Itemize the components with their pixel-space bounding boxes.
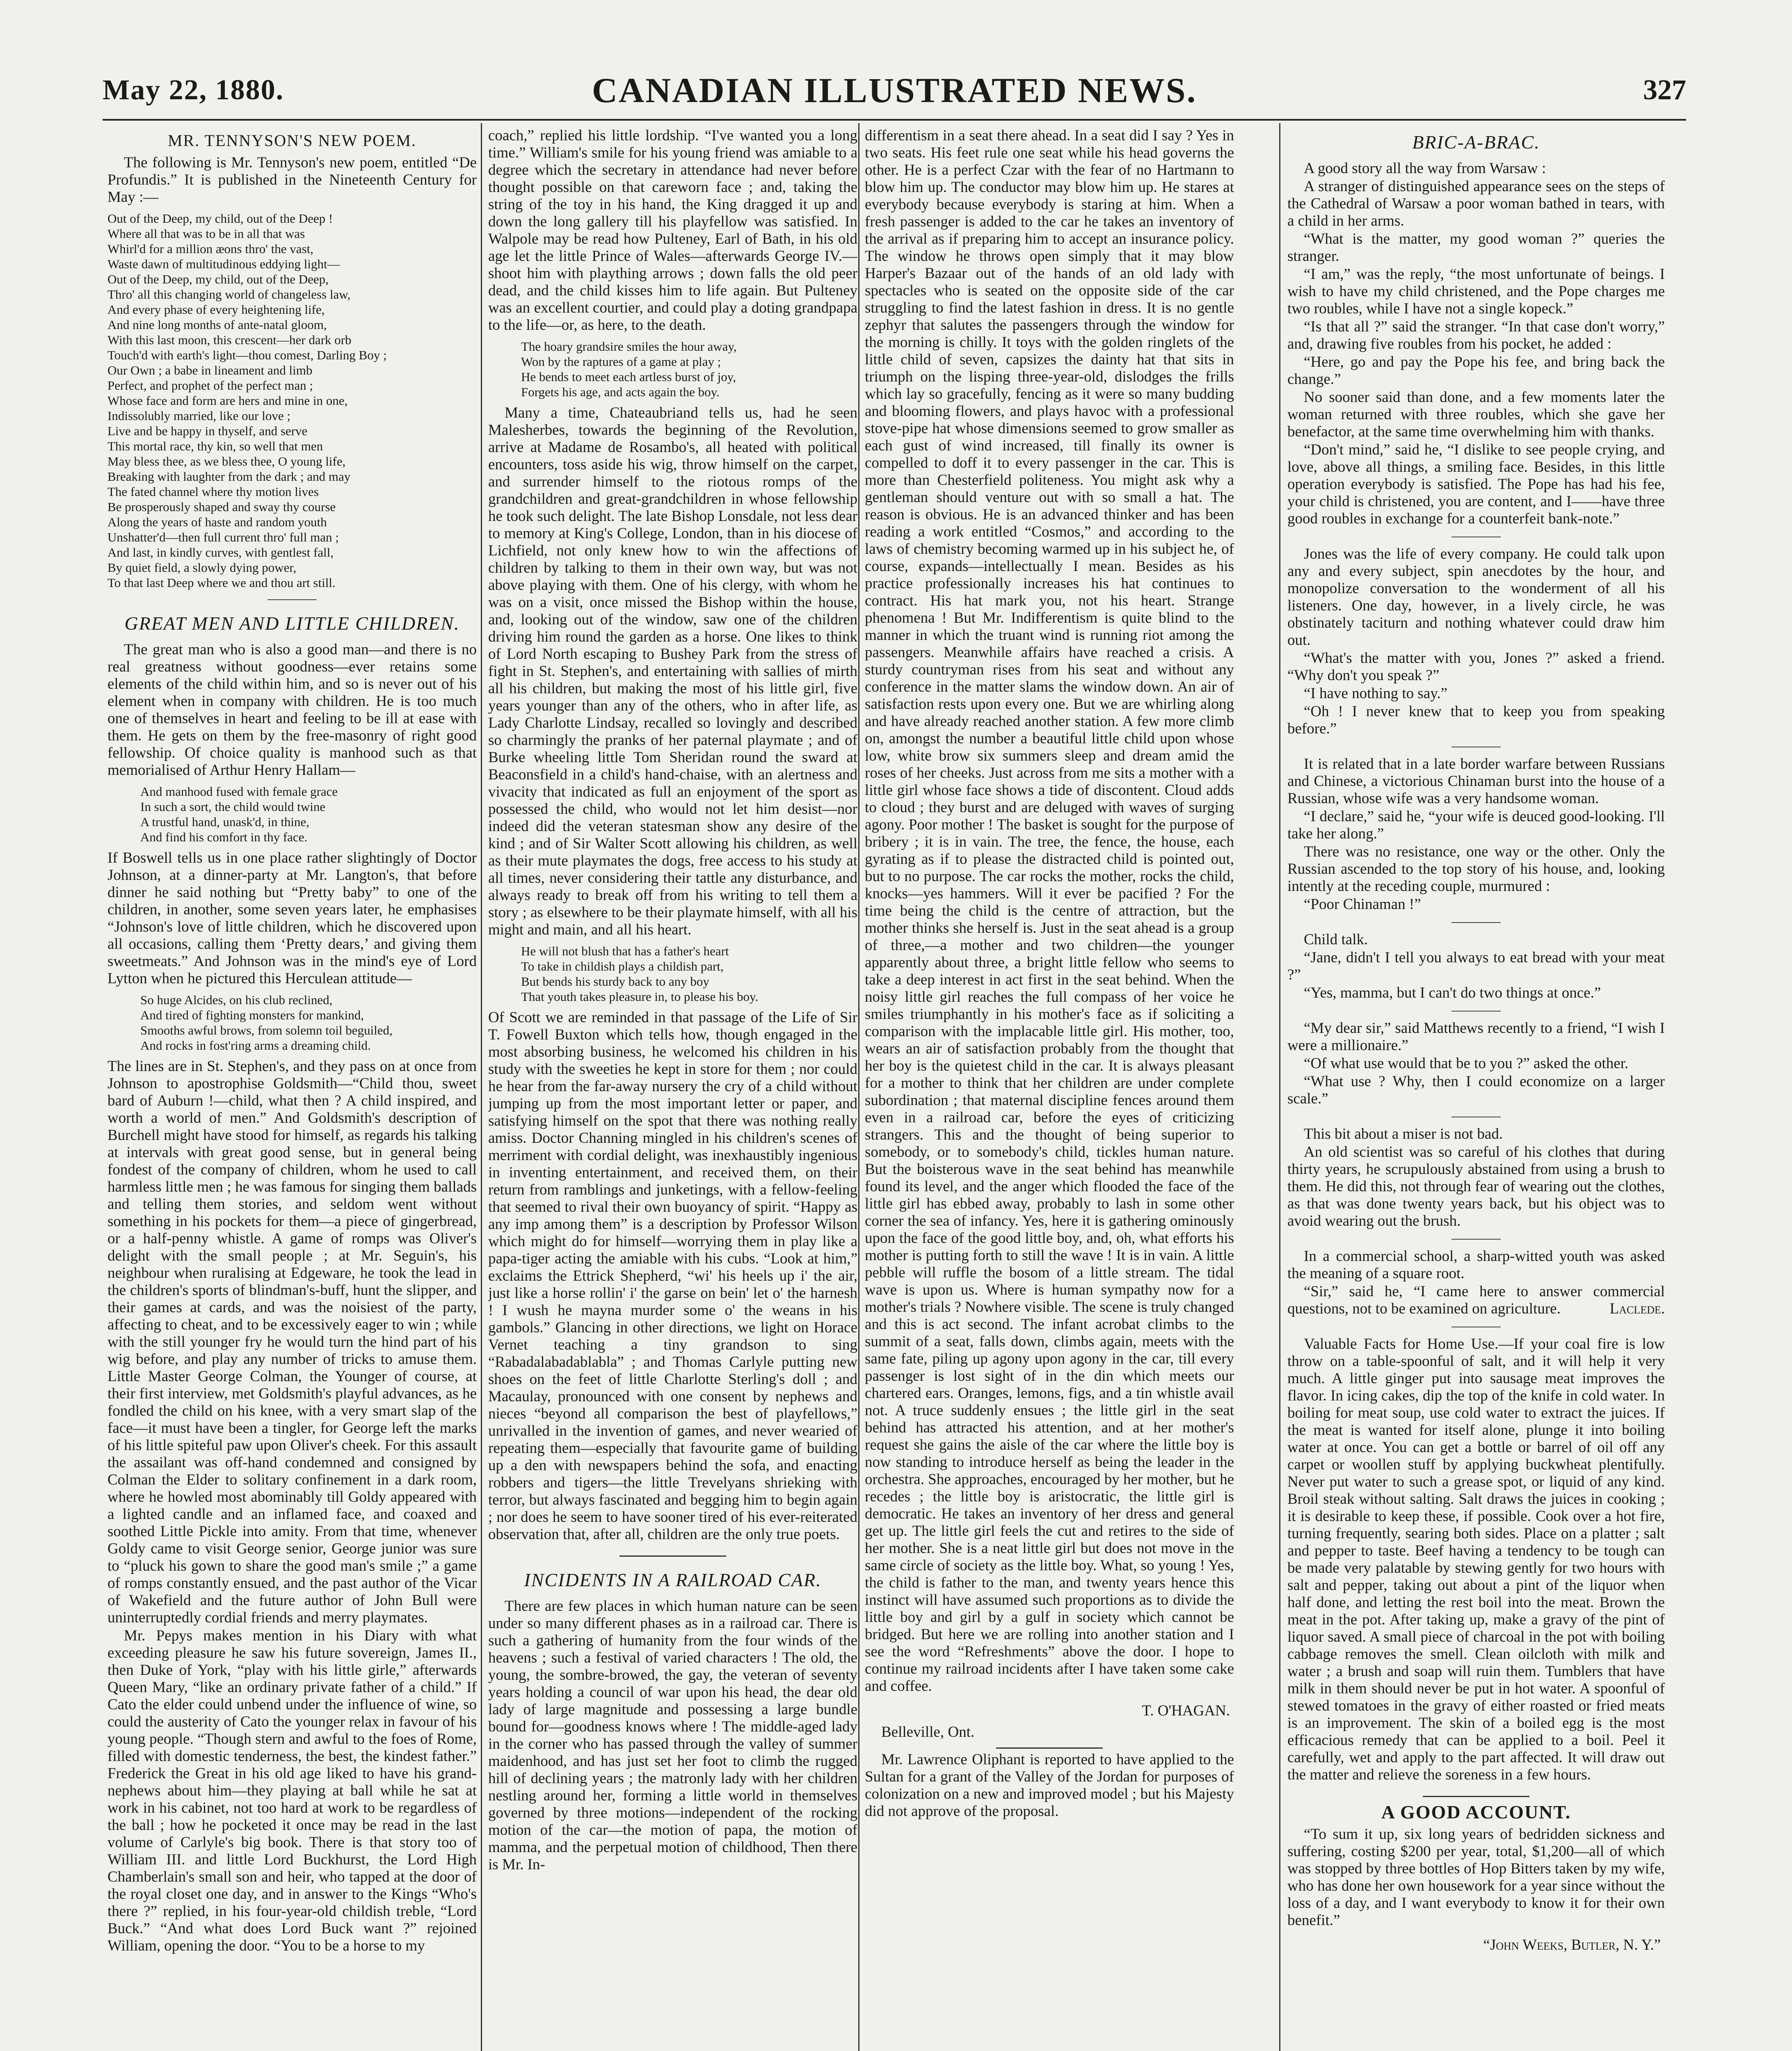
- verse-line: And tired of fighting monsters for mankind,: [140, 1008, 364, 1022]
- article-intro: The following is Mr. Tennyson's new poem, entitled “De Profundis.” It is published in the Nineteenth Century for May :—: [107, 154, 477, 206]
- paragraph: The great man who is also a good man—and there is no real greatness without goodness—ever retains some elements of the child within him, and so is never out of his element when in company with children. He is too much one of themselves in heart and feeling to be ill at ease with them. He gets on them by the free-masonry of right good fellowship. Of choice quality is manhood such as that memorialised of Arthur Henry Hallam—: [107, 641, 477, 779]
- masthead: [103, 62, 1686, 119]
- paragraph: “Don't mind,” said he, “I dislike to see people crying, and love, above all things, a smiling face. Besides, in this little operation everybody is satisfied. The Pope has had his fee, your child is christened, you are content, and I——have three good roubles in exchange for a counterfeit bank-note.”: [1287, 441, 1665, 527]
- paragraph: This bit about a miser is not bad.: [1304, 1126, 1503, 1142]
- paragraph: Jones was the life of every company. He could talk upon any and every subject, spin anecdotes by the hour, and monopolize conversation to the wonderment of all his listeners. One day, however, in a lively circle, he was obstinately taciturn and nothing whatever could draw him out.: [1287, 546, 1665, 649]
- verse-line: To take in childish plays a childish part,: [521, 959, 724, 973]
- verse-line: And rocks in fost'ring arms a dreaming child.: [140, 1038, 371, 1053]
- poem-line: To that last Deep where we and thou art still.: [107, 576, 336, 590]
- verse-quote: [521, 943, 857, 1004]
- poem-line: Thro' all this changing world of changeless law,: [107, 287, 351, 301]
- paragraph: “Jane, didn't I tell you always to eat bread with your meat ?”: [1287, 949, 1665, 983]
- paragraph-text: “Sir,” said he, “I came here to answer commercial questions, not to be examined on agriculture.: [1287, 1283, 1665, 1317]
- author-signature: “John Weeks, Butler, N. Y.”: [1483, 1937, 1661, 1953]
- poem-line: And every phase of every heightening life,: [107, 302, 325, 317]
- paragraph: No sooner said than done, and a few moments later the woman returned with three roubles, which she gave her benefactor, at the same time overwhelming him with thanks.: [1287, 389, 1665, 440]
- paragraph: “I declare,” said he, “your wife is deuced good-looking. I'll take her along.”: [1287, 808, 1665, 842]
- article-heading-railroad-car: INCIDENTS IN A RAILROAD CAR.: [524, 1569, 822, 1590]
- paragraph: There are few places in which human nature can be seen under so many different phases as in a railroad car. There is such a gathering of humanity from the four winds of the heavens ; such a festival of varied characters ! The old, the young, the sombre-browed, the gay, the veteran of seventy years holding a council of war upon his head, the dear old lady of large magnitude and possessing a large bundle bound for—goodness knows where ! The middle-aged lady in the corner who has passed through the valley of summer maidenhood, and has just set her foot to climb the rugged hill of declining years ; the matronly lady with her children nestling around her, forming a little world in themselves governed by three motions—independent of the rocking motion of the car—the motion of papa, the motion of mamma, and the perpetual motion of childhood, Then there is Mr. In-: [488, 1598, 857, 1873]
- paragraph: “I have nothing to say.”: [1304, 685, 1448, 702]
- verse-line: Forgets his age, and acts again the boy.: [521, 385, 720, 399]
- verse-line: Won by the raptures of a game at play ;: [521, 354, 721, 369]
- column-3: [865, 127, 1234, 2051]
- paragraph: “Yes, mamma, but I can't do two things at once.”: [1304, 984, 1601, 1001]
- paragraph: “Here, go and pay the Pope his fee, and bring back the change.”: [1287, 354, 1665, 388]
- column-divider: [1279, 123, 1280, 2051]
- section-separator: [267, 599, 317, 600]
- poem-line: With this last moon, this crescent—her dark orb: [107, 333, 352, 347]
- paragraph: “Oh ! I never knew that to keep you from speaking before.”: [1287, 703, 1665, 737]
- paragraph: “To sum it up, six long years of bedridden sickness and suffering, costing $200 per year, total, $1,200—all of which was stopped by three bottles of Hop Bitters taken by my wife, who has done her own housework for a year since without the loss of a day, and I want everybody to know it for their own benefit.”: [1287, 1826, 1665, 1929]
- item-separator: [1451, 1239, 1501, 1240]
- paragraph: The lines are in St. Stephen's, and they pass on at once from Johnson to apostrophise Goldsmith—“Child thou, sweet bard of Auburn !—child, what then ? A child inspired, and worth a world of men.” And Goldsmith's description of Burchell might have stood for himself, as regards his talking at intervals with great good sense, but in general being fondest of the company of children, whom he used to call harmless little men ; he was famous for singing them ballads and telling them stories, and seldom went without something in his pockets for them—a piece of gingerbread, or a half-penny whistle. A game of romps was Oliver's delight with the small people ; at Mr. Seguin's, his neighbour when ruralising at Edgeware, he took the lead in the children's sports of blindman's-buff, hunt the slipper, and their games at cards, and was the noisiest of the party, affecting to cheat, and to be excessively eager to win ; while with the still younger fry he would turn the hind part of his wig before, and play any number of tricks to amuse them. Little Master George Colman, the Younger of course, at their first interview, met Goldsmith's playful advances, as he fondled the child on his knee, with a very smart slap of the face—it must have been a tingler, for George left the marks of his little spiteful paw upon Oliver's cheek. For this assault the assailant was off-hand condemned and consigned by Colman the Elder to solitary confinement in a dark room, where he howled most abominably till Goldy appeared with a lighted candle and an inflamed face, and coaxed and soothed Little Pickle into amity. From that time, whenever Goldy came to visit George senior, George junior was sure to “pluck his gown to share the good man's smile ;” a game of romps constantly ensued, and the past author of the Vicar of Wakefield and the future author of John Bull were uninterruptedly cordial friends and merry playmates.: [107, 1058, 477, 1626]
- column-4: [1287, 127, 1665, 2051]
- issue-date: May 22, 1880.: [103, 74, 284, 106]
- page-number: 327: [1643, 74, 1686, 106]
- verse-quote: [140, 992, 477, 1053]
- poem-line: Perfect, and prophet of the perfect man ;: [107, 378, 313, 393]
- column-divider: [481, 123, 482, 2051]
- paragraph: Of Scott we are reminded in that passage of the Life of Sir T. Fowell Buxton which tells how, though engaged in the most absorbing business, he welcomed his children in his study with the sweeties he kept in store for them ; nor could he hear from the far-away nursery the cry of a child without jumping up from the most important letter or paper, and satisfying himself on the spot that there was nothing really amiss. Doctor Channing mingled in his children's scenes of merriment with cordial delight, was inexhaustibly ingenious in inventing entertainment, and received them, on their return from ramblings and junketings, with a fellow-feeling that seemed to rival their own buoyancy of spirit. “Happy as any imp among them” is a description by Professor Wilson which might do for himself—worrying them in play like a papa-tiger acting the amiable with his cubs. “Look at him,” exclaims the Ettrick Shepherd, “wi' his heels up i' the air, just like a horse rollin' i' the garse on bein' let o' the harnesh ! I wush he mayna murder some o' the weans in his gambols.” Glancing in other directions, we light on Horace Vernet teaching a tiny grandson to sing “Rabadalabadablabla” ; and Thomas Carlyle putting new shoes on the feet of little Charlotte Sterling's doll ; and Macaulay, pronounced with one consent by nephews and nieces “beyond all comparison the best of playfellows,” unrivalled in the invention of games, and never wearied of repeating them—especially that favourite game of building up a den with newspapers behind the sofa, and enacting robbers and tigers—the little Trevelyans shrieking with terror, but always fascinated and begging him to begin again ; nor does he seem to have sooner tired of his ever-reiterated observation that, after all, children are the only true poets.: [488, 1009, 857, 1543]
- author-signature: T. O'HAGAN.: [1142, 1702, 1230, 1719]
- paragraph: A good story all the way from Warsaw :: [1304, 160, 1546, 177]
- column-divider: [858, 123, 859, 2051]
- poem-line: And nine long months of ante-natal gloom,: [107, 317, 327, 332]
- verse-line: So huge Alcides, on his club reclined,: [140, 993, 333, 1007]
- poem-line: Whose face and form are hers and mine in one,: [107, 393, 348, 408]
- section-separator: [996, 1747, 1103, 1749]
- poem-line: May bless thee, as we bless thee, O young life,: [107, 454, 346, 468]
- paragraph: Mr. Lawrence Oliphant is reported to have applied to the Sultan for a grant of the Valley of the Jordan for purposes of colonization on a new and improved model ; but his Majesty did not approve of the proposal.: [865, 1751, 1234, 1820]
- paragraph: [1287, 1283, 1665, 1318]
- paragraph: Mr. Pepys makes mention in his Diary with what exceeding pleasure he saw his future sovereign, James II., then Duke of York, “play with his little girle,” afterwards Queen Mary, “like an ordinary private father of a child.” If Cato the elder could unbend under the influence of wine, so could the austerity of Cato the younger relax in favour of his young people. “Though stern and awful to the foes of Rome, filled with domestic tenderness, the best, the kindest father.” Frederick the Great in his old age liked to have his grand-nephews about him—they playing at ball while he sat at work in his cabinet, not too hard at work to be regardless of the ball ; how he pocketed it once may be read in the last volume of Carlyle's big book. There is that story too of William III. and little Lord Buckhurst, the Lord High Chamberlain's small son and heir, who tapped at the door of the royal closet one day, and in answer to the Kings “Who's there ?” replied, in his four-year-old childish treble, “Lord Buck.” “And what does Lord Buck want ?” rejoined William, opening the door. “You to be a horse to my: [107, 1627, 477, 1954]
- poem-line: Be prosperously shaped and sway thy course: [107, 500, 336, 514]
- paragraph: coach,” replied his little lordship. “I've wanted you a long time.” William's smile for his young friend was amiable to a degree which the secretary in attendance had never before thought possible on that careworn face ; and, taking the string of the toy in his hand, the King dragged it up and down the long gallery till his playfellow was satisfied. In Walpole may be read how Pulteney, Earl of Bath, in his old age let the little Prince of Wales—afterwards George IV.—shoot him with plaything arrows ; down falls the old peer dead, and the child kisses him to life again. But Pulteney was an excellent courtier, and could play a doting grandpapa to the life—or, as here, to the death.: [488, 127, 857, 333]
- item-separator: [1451, 922, 1501, 923]
- poem-line: Touch'd with earth's light—thou comest, Darling Boy ;: [107, 348, 387, 362]
- verse-line: And find his comfort in thy face.: [140, 830, 308, 844]
- poem-line: And last, in kindly curves, with gentlest fall,: [107, 545, 334, 560]
- paragraph: “I am,” was the reply, “the most unfortunate of beings. I wish to have my child christened, and the Pope charges me two roubles, while I have not a single kopeck.”: [1287, 266, 1665, 317]
- paragraph: Many a time, Chateaubriand tells us, had he seen Malesherbes, towards the beginning of the Revolution, arrive at Madame de Rosambo's, all heated with political encounters, toss aside his wig, throw himself on the carpet, and surrender himself to the riotous romps of the grandchildren and great-grandchildren in whose fellowship he took such delight. The late Bishop Lonsdale, not less dear to memory at King's College, London, than in his diocese of Lichfield, not only knew how to win the affections of children by talking to them in their own way, but was not above playing with them. One of his clergy, with whom he was on a visit, once missed the Bishop within the house, and, looking out of the window, saw one of the children driving him round the garden as a horse. One likes to think of Lord North escaping to Bushey Park from the stress of fight in St. Stephen's, and entertaining with sallies of mirth all his children, but making the most of his little girl, five years younger than any of the others, who in after life, as Lady Charlotte Lindsay, recalled so lovingly and described so charmingly the pranks of her paternal playmate ; and of Burke wheeling little Tom Sheridan round the sward at Beaconsfield in a child's hand-chaise, with an alertness and vivacity that indicated as full an enjoyment of the sport as possessed the child, who would not let him desist—nor indeed did the veteran statesman show any desire of the kind ; and of Sir Walter Scott allowing his children, as well as their mute playmates the dogs, free access to his study at all times, never considering their tattle any disturbance, and always ready to break off from his writing to tell them a story ; as elsewhere to be their playmate himself, with all his might and main, and all his heart.: [488, 404, 857, 938]
- poem-line: Along the years of haste and random youth: [107, 515, 327, 529]
- paragraph: There was no resistance, one way or the other. Only the Russian ascended to the top story of his house, and, looking intently at the receding couple, murmured :: [1287, 843, 1665, 895]
- paragraph: In a commercial school, a sharp-witted youth was asked the meaning of a square root.: [1287, 1248, 1665, 1282]
- item-separator: [1451, 1011, 1501, 1012]
- verse-line: The hoary grandsire smiles the hour away,: [521, 339, 737, 354]
- paragraph: If Boswell tells us in one place rather slightingly of Doctor Johnson, at a dinner-party at Mr. Langton's, that before dinner he said nothing but “Pretty baby” to one of the children, in another, some seven years later, he emphasises “Johnson's love of little children, which he discovered upon all occasions, calling them ‘Pretty dears,’ and giving them sweetmeats.” And Johnson was in the mind's eye of Lord Lytton when he pictured this Herculean attitude—: [107, 850, 477, 987]
- paragraph: Child talk.: [1304, 931, 1368, 948]
- paragraph: Valuable Facts for Home Use.—If your coal fire is low throw on a table-spoonful of salt, and it will help it very much. A little ginger put into sausage meat improves the flavor. In icing cakes, dip the top of the knife in cold water. In boiling for meat soup, use cold water to extract the juices. If the meat is wanted for itself alone, plunge it into boiling water at once. You can get a bottle or barrel of oil off any carpet or woollen stuff by applying buckwheat plentifully. Never put water to such a grease spot, or liquid of any kind. Broil steak without salting. Salt draws the juices in cooking ; it is desirable to keep these, if possible. Cook over a hot fire, turning frequently, searing both sides. Place on a platter ; salt and pepper to taste. Beef having a tendency to be tough can be made very palatable by stewing gently for two hours with salt and pepper, taking out about a pint of the liquor when half done, and letting the rest boil into the meat. Brown the meat in the pot. After taking up, make a gravy of the pint of liquor saved. A small piece of charcoal in the pot with boiling cabbage removes the smell. Clean oilcloth with milk and water ; a brush and soap will ruin them. Tumblers that have milk in them should never be put in hot water. A spoonful of stewed tomatoes in the gravy of either roasted or fried meats is an improvement. The skin of a boiled egg is the most efficacious remedy that can be applied to a boil. Peel it carefully, wet and apply to the part affected. It will draw out the matter and relieve the soreness in a few hours.: [1287, 1336, 1665, 1783]
- poem-line: By quiet field, a slowly dying power,: [107, 560, 297, 575]
- verse-line: He bends to meet each artless burst of joy,: [521, 370, 736, 384]
- dateline-location: Belleville, Ont.: [881, 1724, 975, 1740]
- verse-line: Smooths awful brows, from solemn toil beguiled,: [140, 1023, 393, 1037]
- paragraph: It is related that in a late border warfare between Russians and Chinese, a victorious Chinaman burst into the house of a Russian, whose wife was a very handsome woman.: [1287, 756, 1665, 807]
- poem-line: Out of the Deep, my child, out of the Deep !: [107, 211, 333, 226]
- column-1: [107, 127, 477, 2051]
- article-heading-bric-a-brac: BRIC-A-BRAC.: [1412, 132, 1540, 153]
- poem-line: Breaking with laughter from the dark ; and may: [107, 469, 351, 484]
- poem-line: This mortal race, thy kin, so well that men: [107, 439, 323, 453]
- column-2: [488, 127, 857, 2051]
- poem-line: Our Own ; a babe in lineament and limb: [107, 363, 313, 377]
- article-heading-tennyson: MR. TENNYSON'S NEW POEM.: [167, 131, 416, 150]
- verse-line: That youth takes pleasure in, to please his boy.: [521, 989, 759, 1004]
- verse-line: He will not blush that has a father's heart: [521, 944, 729, 958]
- verse-quote: [521, 339, 857, 400]
- verse-line: And manhood fused with female grace: [140, 784, 338, 799]
- newspaper-title: CANADIAN ILLUSTRATED NEWS.: [592, 71, 1197, 110]
- poem-line: Indissolubly married, like our love ;: [107, 409, 290, 423]
- paragraph: A stranger of distinguished appearance sees on the steps of the Cathedral of Warsaw a poor woman bathed in tears, with a child in her arms.: [1287, 178, 1665, 229]
- poem-de-profundis: [107, 211, 477, 590]
- verse-line: A trustful hand, unask'd, in thine,: [140, 815, 309, 829]
- paragraph: differentism in a seat there ahead. In a seat did I say ? Yes in two seats. His feet rule one seat while his head governs the other. He is a perfect Czar with the fear of no Hartmann to blow him up. The conductor may blow him up. He stares at everybody because everybody is staring at him. When a fresh passenger is added to the car he takes an inventory of the arrival as if preparing him to accept an insurance policy. The window he throws open simply that it may blow Harper's Bazaar out of the hands of an old lady with spectacles who is seated on the opposite side of the car struggling to find the latest fashion in dress. It is no gentle zephyr that salutes the passengers through the window for the morning is chilly. It toys with the golden ringlets of the little child of seven, capsizes the dainty hat that sits in triumph on the lisping three-year-old, dislodges the frills which lay so gracefully, fencing as it were so many budding and blooming flowers, and plays havoc with a professional stove-pipe hat whose dimensions seemed to grow smaller as each gust of wind increased, till finally its owner is compelled to doff it to every passenger in the car. This is more than Chesterfield politeness. You might ask why a gentleman should venture out with so small a hat. The reason is obvious. He is an advanced thinker and has been reading a work entitled “Cosmos,” and according to the laws of chemistry becoming warmed up in his subject he, of course, expands—intellectually I mean. Besides as his practice professionally increases his hat continues to contract. His hat mark you, not his heart. Strange phenomena ! But Mr. Indifferentism is quite blind to the manner in which the truant wind is running riot among the passengers. Meanwhile affairs have reached a crisis. A sturdy countryman rises from his seat and without any conference in the matter slams the window down. An air of satisfaction rests upon every one. But we are whirling along and have already reached another station. A few more climb on, amongst the number a beautiful little child upon whose low, white brow six summers sleep and dream amid the roses of her cheeks. Just across from me sits a mother with a little girl whose face shows a tide of discontent. Cloud adds to cloud ; they burst and are deluged with waves of surging agony. Poor mother ! The basket is sought for the purpose of bribery ; it is in vain. The tree, the fence, the house, each gyrating as if to please the distracted child is pointed out, but to no purpose. The car rocks the mother, rocks the child, knocks—yes hammers. Will it ever be pacified ? For the time being the child is the centre of attraction, but the mother thinks she herself is. Just in the seat ahead is a group of three,—a mother and two children—the younger apparently about three, a bright little fellow who seems to take a deep interest in act first in the seat behind. When the noisy little girl reaches the full compass of her voice he smiles triumphantly in his mother's face as if soliciting a comparison with the implacable little girl. His mother, too, wears an air of satisfaction probably from the thought that her boy is the quietest child in the car. It is always pleasant for a mother to think that her children are under complete subordination ; that maternal discipline fences around them even in a railroad car, before the eyes of criticizing strangers. This and the thought of being superior to somebody, or to somebody's child, tickles human nature. But the boisterous wave in the seat behind has meanwhile found its level, and the anger which flooded the face of the little girl has ebbed away, probably to lash in some other corner the sea of infancy. Yes, here it is gathering ominously upon the face of the good little boy, and, oh, what efforts his mother is putting forth to still the wave ! It is in vain. A little pebble will ruffle the bosom of a little stream. The tidal wave is upon us. Where is human sympathy now for a mother's trials ? Nowhere visible. The scene is truly changed and this is act second. The infant acrobat climbs to the summit of a seat, falls down, climbs again, meets with the same fate, piling up agony upon agony in the car, till every passenger is lost sight of in the din which meets our chartered ears. Oranges, lemons, figs, and a tin whistle avail not. A truce suddenly ensues ; the little girl in the seat behind has attracted his attention, and at her mother's request she gains the aisle of the car where the little boy is now standing to introduce herself as being the leader in the orchestra. She approaches, encouraged by her mother, but he recedes ; the little boy is aristocratic, the little girl is democratic. He takes an inventory of her dress and general get up. The little girl feels the cut and retires to the side of her mother. She is a neat little girl but does not move in the same circle of society as the little boy. What, so young ! Yes, the child is father to the man, and twenty years hence this instinct will have assumed such proportions as to divide the little boy and girl by a gulf in society which cannot be bridged. But here we are rolling into another station and I see the word “Refreshments” above the door. I hope to continue my railroad incidents after I have taken some cake and coffee.: [865, 127, 1234, 1695]
- section-separator: [619, 1555, 726, 1557]
- poem-line: Whirl'd for a million æons thro' the vast,: [107, 242, 313, 256]
- author-signature: Laclede.: [1609, 1300, 1665, 1317]
- poem-line: Waste dawn of multitudinous eddying light—: [107, 257, 340, 271]
- paragraph: An old scientist was so careful of his clothes that during thirty years, he scrupulously abstained from using a brush to them. He did this, not through fear of wearing out the clothes, as that was done twenty years back, but his object was to avoid wearing out the brush.: [1287, 1144, 1665, 1229]
- verse-quote: [140, 784, 477, 845]
- paragraph: “Is that all ?” said the stranger. “In that case don't worry,” and, drawing five roubles from his pocket, he added :: [1287, 318, 1665, 352]
- poem-line: Where all that was to be in all that was: [107, 226, 305, 241]
- article-heading-great-men: GREAT MEN AND LITTLE CHILDREN.: [124, 613, 460, 634]
- poem-line: The fated channel where thy motion lives: [107, 484, 319, 499]
- paragraph: “My dear sir,” said Matthews recently to a friend, “I wish I were a millionaire.”: [1287, 1020, 1665, 1054]
- paragraph: “What use ? Why, then I could economize on a larger scale.”: [1287, 1073, 1665, 1107]
- section-separator: [1423, 1796, 1529, 1797]
- paragraph: “What is the matter, my good woman ?” queries the stranger.: [1287, 231, 1665, 265]
- paragraph: “Of what use would that be to you ?” asked the other.: [1304, 1055, 1629, 1072]
- verse-line: In such a sort, the child would twine: [140, 799, 326, 814]
- masthead-rule: [103, 119, 1686, 121]
- paragraph: “What's the matter with you, Jones ?” asked a friend. “Why don't you speak ?”: [1287, 650, 1665, 684]
- verse-line: But bends his sturdy back to any boy: [521, 974, 709, 989]
- article-heading-good-account: A GOOD ACCOUNT.: [1381, 1802, 1571, 1823]
- paragraph: “Poor Chinaman !”: [1304, 896, 1421, 913]
- poem-line: Out of the Deep, my child, out of the Deep,: [107, 272, 329, 286]
- poem-line: Unshatter'd—then full current thro' full man ;: [107, 530, 339, 544]
- poem-line: Live and be happy in thyself, and serve: [107, 424, 308, 438]
